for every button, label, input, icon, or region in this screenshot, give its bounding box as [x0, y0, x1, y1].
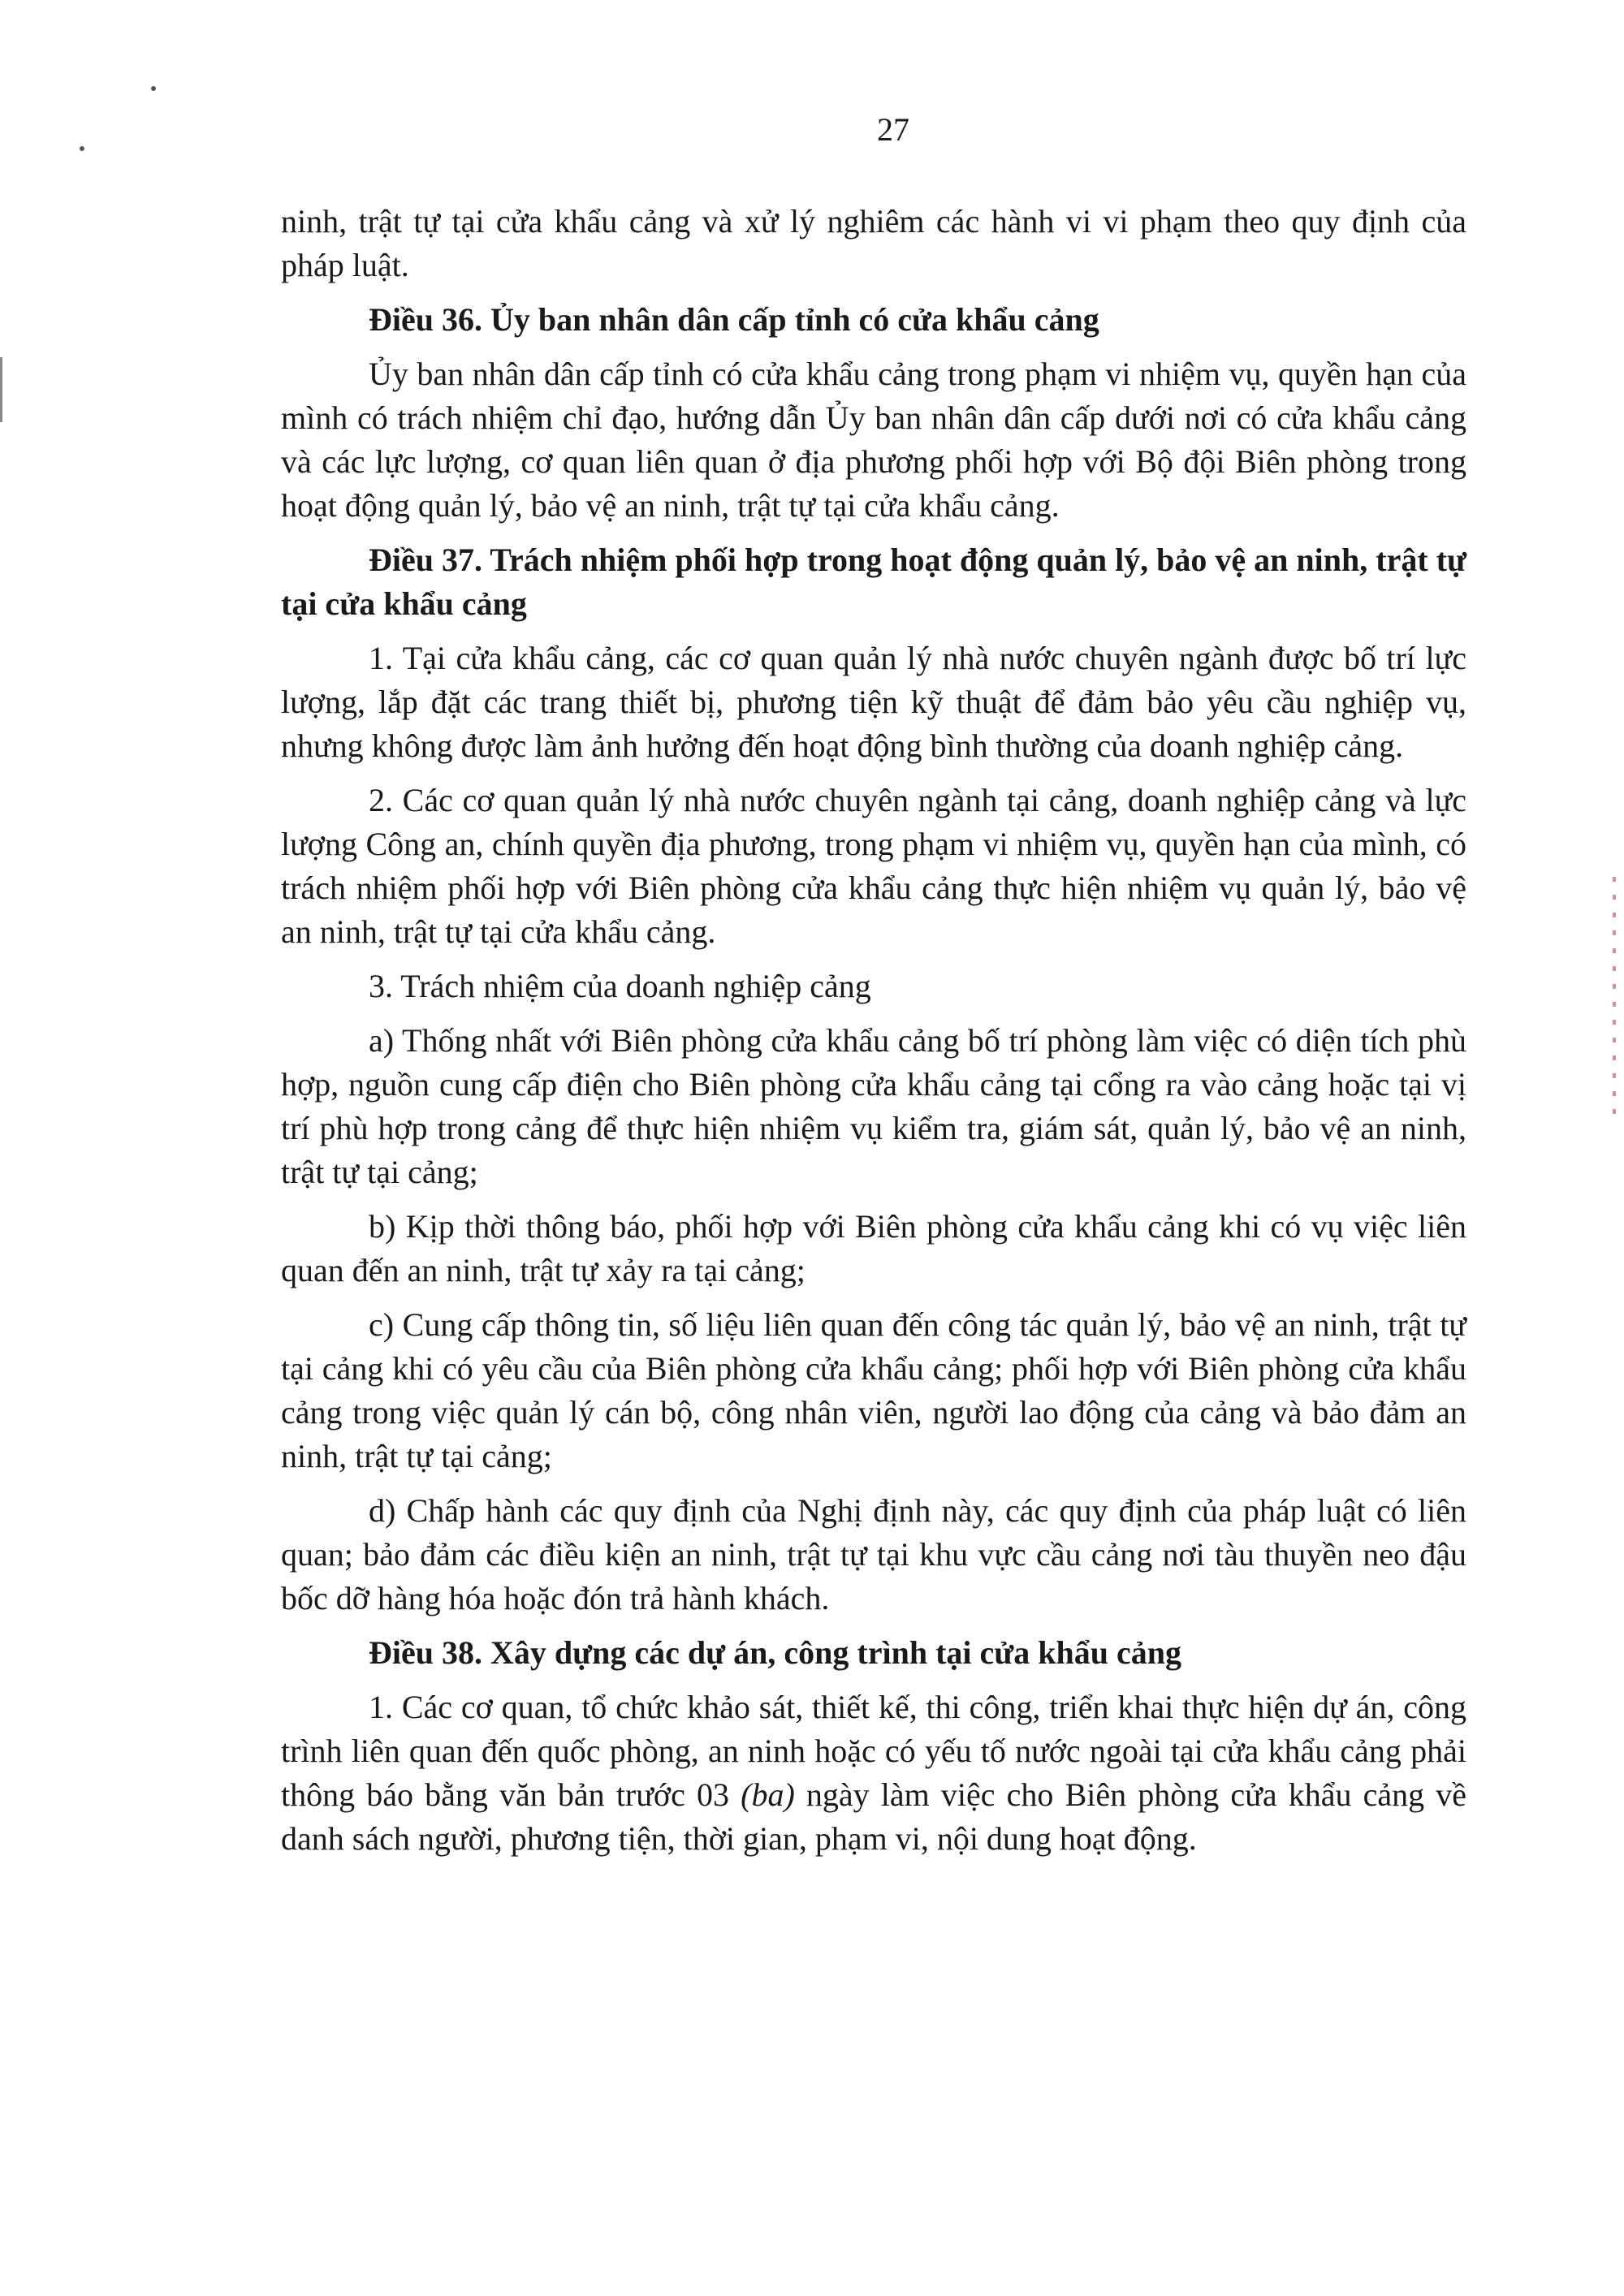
paragraph: 3. Trách nhiệm của doanh nghiệp cảng	[369, 968, 871, 1004]
paragraph: Ủy ban nhân dân cấp tỉnh có cửa khẩu cảng trong phạm vi nhiệm vụ, quyền hạn của mình có trách nhiệm chỉ đạo, hướng dẫn Ủy ban nhân dân cấp dưới nơi có cửa khẩu cảng và các lực lượng, cơ quan liên quan ở địa phương phối hợp với Bộ đội Biên phòng trong hoạt động quản lý, bảo vệ an ninh, trật tự tại cửa khẩu cảng.	[281, 356, 1466, 524]
italic-text: (ba)	[741, 1776, 795, 1813]
article-36-heading: Điều 36. Ủy ban nhân dân cấp tỉnh có cửa khẩu cảng	[369, 301, 1099, 338]
paragraph: a) Thống nhất với Biên phòng cửa khẩu cảng bố trí phòng làm việc có diện tích phù hợp, nguồn cung cấp điện cho Biên phòng cửa khẩu cảng tại cổng ra vào cảng hoặc tại vị trí phù hợp trong cảng để thực hiện nhiệm vụ kiểm tra, giám sát, quản lý, bảo vệ an ninh, trật tự tại cảng;	[281, 1022, 1466, 1190]
document-body	[281, 200, 1466, 1871]
paragraph: 1. Tại cửa khẩu cảng, các cơ quan quản lý nhà nước chuyên ngành được bố trí lực lượng, lắp đặt các trang thiết bị, phương tiện kỹ thuật để đảm bảo yêu cầu nghiệp vụ, nhưng không được làm ảnh hưởng đến hoạt động bình thường của doanh nghiệp cảng.	[281, 640, 1466, 764]
article-37-heading: Điều 37. Trách nhiệm phối hợp trong hoạt động quản lý, bảo vệ an ninh, trật tự tại cửa khẩu cảng	[281, 542, 1466, 622]
paragraph: ninh, trật tự tại cửa khẩu cảng và xử lý nghiêm các hành vi vi phạm theo quy định của pháp luật.	[281, 203, 1466, 283]
paragraph: d) Chấp hành các quy định của Nghị định này, các quy định của pháp luật có liên quan; bảo đảm các điều kiện an ninh, trật tự tại khu vực cầu cảng nơi tàu thuyền neo đậu bốc dỡ hàng hóa hoặc đón trả hành khách.	[281, 1492, 1466, 1616]
paragraph: b) Kịp thời thông báo, phối hợp với Biên phòng cửa khẩu cảng khi có vụ việc liên quan đến an ninh, trật tự xảy ra tại cảng;	[281, 1208, 1466, 1288]
paragraph	[281, 1685, 1466, 1861]
paragraph: c) Cung cấp thông tin, số liệu liên quan đến công tác quản lý, bảo vệ an ninh, trật tự tại cảng khi có yêu cầu của Biên phòng cửa khẩu cảng; phối hợp với Biên phòng cửa khẩu cảng trong việc quản lý cán bộ, công nhân viên, người lao động của cảng và bảo đảm an ninh, trật tự tại cảng;	[281, 1306, 1466, 1474]
scan-edge-mark	[0, 357, 2, 422]
paragraph: 2. Các cơ quan quản lý nhà nước chuyên ngành tại cảng, doanh nghiệp cảng và lực lượng Công an, chính quyền địa phương, trong phạm vi nhiệm vụ, quyền hạn của mình, có trách nhiệm phối hợp với Biên phòng cửa khẩu cảng thực hiện nhiệm vụ quản lý, bảo vệ an ninh, trật tự tại cửa khẩu cảng.	[281, 782, 1466, 950]
scan-side-mark	[1613, 877, 1616, 1120]
paragraph-text: ngày làm việc cho Biên phòng cửa khẩu cảng về danh sách người, phương tiện, thời gian, phạm vi, nội dung hoạt động.	[281, 1776, 1467, 1857]
page-number: 27	[877, 111, 909, 148]
article-38-heading: Điều 38. Xây dựng các dự án, công trình tại cửa khẩu cảng	[369, 1634, 1181, 1671]
scan-dot	[151, 86, 156, 91]
paragraph-text: 1. Các cơ quan, tổ chức khảo sát, thiết kế, thi công, triển khai thực hiện dự án, công trình liên quan đến quốc phòng, an ninh hoặc có yếu tố nước ngoài tại cửa khẩu cảng phải thông báo bằng văn bản trước 03	[281, 1689, 1466, 1813]
